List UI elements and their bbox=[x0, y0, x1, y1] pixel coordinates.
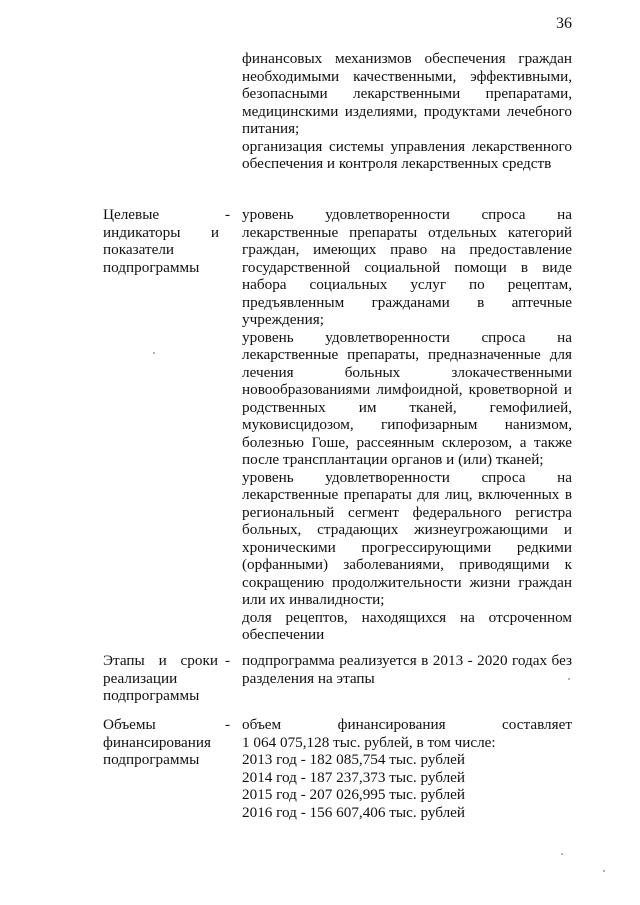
indicator-paragraph-1: уровень удовлетворенности спроса на лекарственные препараты отдельных категорий граждан, имеющих право на предоставление государственной социальной помощи в виде набора социальных услуг по рецептам, предъявленным гражданами в аптечные учреждения; bbox=[242, 206, 572, 328]
indicators-content bbox=[242, 206, 572, 644]
indicators-label: Целевые индикаторы и показатели подпрограммы bbox=[103, 206, 219, 276]
scan-speck bbox=[561, 853, 563, 855]
goals-continuation bbox=[242, 50, 572, 173]
funding-dash: - bbox=[225, 716, 231, 733]
funding-year-2015: 2015 год - 207 026,995 тыс. рублей bbox=[242, 786, 466, 803]
indicator-paragraph-2: уровень удовлетворенности спроса на лекарственные препараты, предназначенные для лечения больных злокачественными новообразованиями лимфоидной, кроветворной и родственных им тканей, гемофилией, муковисцидозом, гипофизарным нанизмом, болезнью Гоше, рассеянным склерозом, а также после трансплантации органов и (или) тканей; bbox=[242, 328, 572, 468]
indicators-dash: - bbox=[225, 206, 231, 223]
scan-speck bbox=[153, 352, 155, 354]
funding-year-2016: 2016 год - 156 607,406 тыс. рублей bbox=[242, 803, 466, 821]
goals-paragraph-2: организация системы управления лекарственного обеспечения и контроля лекарственных средств bbox=[242, 137, 572, 172]
scan-speck bbox=[603, 870, 605, 872]
stages-label: Этапы и сроки реализации подпрограммы bbox=[103, 652, 218, 704]
funding-content bbox=[242, 716, 572, 821]
funding-year-2014: 2014 год - 187 237,373 тыс. рублей bbox=[242, 768, 466, 786]
funding-intro: объем финансирования составляет bbox=[242, 716, 572, 733]
stages-content bbox=[242, 652, 572, 687]
indicator-paragraph-3: уровень удовлетворенности спроса на лекарственные препараты для лиц, включенных в региональный сегмент федерального регистра больных, страдающих жизнеугрожающими и хроническими прогрессирующими редкими (орфанными) заболеваниями, приводящими к сокращению продолжительности жизни граждан или их инвалидности; bbox=[242, 468, 572, 608]
funding-label: Объемы финансирования подпрограммы bbox=[103, 716, 211, 768]
funding-year-2013: 2013 год - 182 085,754 тыс. рублей bbox=[242, 751, 466, 768]
stages-dash: - bbox=[225, 652, 231, 669]
indicator-paragraph-4: доля рецептов, находящихся на отсроченном обеспечении bbox=[242, 608, 572, 643]
goals-paragraph-1: финансовых механизмов обеспечения граждан необходимыми качественными, эффективными, безопасными лекарственными препаратами, медицинскими изделиями, продуктами лечебного питания; bbox=[242, 50, 572, 137]
scan-speck bbox=[568, 678, 570, 680]
funding-total: 1 064 075,128 тыс. рублей, в том числе: bbox=[242, 733, 496, 751]
stages-text: подпрограмма реализуется в 2013 - 2020 годах без разделения на этапы bbox=[242, 652, 572, 687]
page-number: 36 bbox=[556, 15, 572, 32]
